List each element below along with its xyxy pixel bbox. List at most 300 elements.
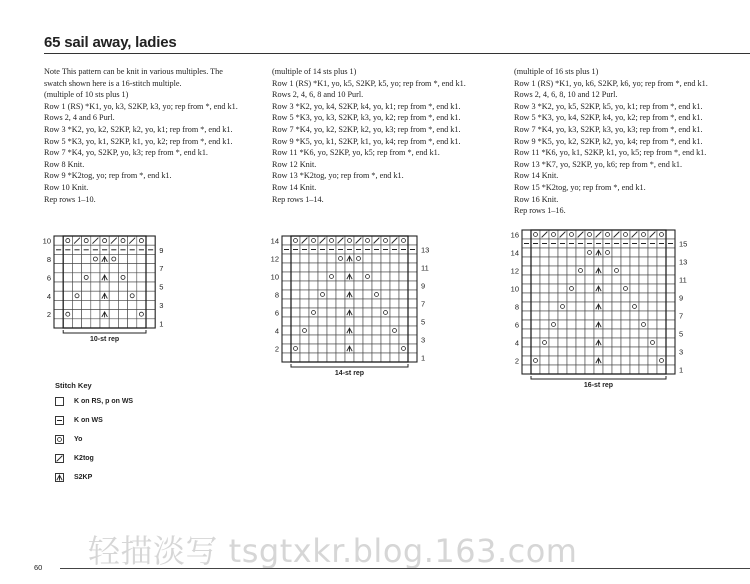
chart-cell <box>531 293 540 302</box>
stitch-key-label: K on WS <box>74 417 103 424</box>
instruction-line: Row 1 (RS) *K1, yo, k3, S2KP, k3, yo; rep from *, end k1. <box>44 101 238 111</box>
chart-cell <box>291 317 300 326</box>
instruction-line: Row 14 Knit. <box>272 182 317 192</box>
chart-cell <box>118 264 127 273</box>
instruction-line: Rep rows 1–10. <box>44 194 96 204</box>
chart-cell <box>282 272 291 281</box>
chart-cell <box>657 302 666 311</box>
chart-cell <box>118 310 127 319</box>
chart-14-st-rep <box>268 236 443 382</box>
chart-cell <box>639 338 648 347</box>
chart-cell <box>128 310 137 319</box>
chart-cell <box>309 281 318 290</box>
chart-cell <box>531 329 540 338</box>
chart-cell <box>630 320 639 329</box>
chart-cell <box>381 317 390 326</box>
chart-cell <box>137 282 146 291</box>
chart-cell <box>146 264 155 273</box>
chart-cell <box>128 291 137 300</box>
chart-cell <box>336 308 345 317</box>
chart-cell <box>630 365 639 374</box>
chart-cell <box>363 236 372 245</box>
chart-cell <box>82 254 91 263</box>
chart-cell <box>630 302 639 311</box>
chart-cell <box>408 353 417 362</box>
row-label: 4 <box>46 291 51 301</box>
chart-cell <box>639 275 648 284</box>
chart-cell <box>291 326 300 335</box>
chart-cell <box>576 311 585 320</box>
chart-cell <box>336 272 345 281</box>
chart-cell <box>576 275 585 284</box>
chart-cell <box>558 320 567 329</box>
chart-cell <box>327 263 336 272</box>
instruction-line: Row 8 Knit. <box>44 159 85 169</box>
chart-cell <box>576 266 585 275</box>
chart-cell <box>354 290 363 299</box>
chart-cell <box>63 264 72 273</box>
chart-cell <box>327 317 336 326</box>
chart-cell <box>363 353 372 362</box>
chart-cell <box>603 320 612 329</box>
chart-cell <box>621 248 630 257</box>
row-label: 2 <box>514 356 519 366</box>
chart-cell <box>363 254 372 263</box>
chart-cell <box>648 320 657 329</box>
chart-cell <box>318 281 327 290</box>
chart-cell <box>291 254 300 263</box>
chart-cell <box>282 263 291 272</box>
chart-cell <box>522 248 531 257</box>
chart-cell <box>408 263 417 272</box>
chart-cell <box>118 291 127 300</box>
chart-cell <box>540 347 549 356</box>
stitch-key-item <box>55 415 103 426</box>
chart-cell <box>291 353 300 362</box>
chart-cell <box>648 356 657 365</box>
chart-cell <box>327 254 336 263</box>
chart-cell <box>399 236 408 245</box>
chart-cell <box>666 275 675 284</box>
chart-cell <box>549 356 558 365</box>
chart-cell <box>540 365 549 374</box>
chart-cell <box>648 365 657 374</box>
chart-cell <box>576 293 585 302</box>
chart-cell <box>63 291 72 300</box>
stitch-key-item <box>55 396 133 407</box>
chart-cell <box>585 338 594 347</box>
chart-cell <box>372 344 381 353</box>
row-label: 9 <box>421 281 426 291</box>
chart-cell <box>291 263 300 272</box>
chart-cell <box>648 293 657 302</box>
chart-cell <box>345 353 354 362</box>
row-label: 8 <box>514 302 519 312</box>
chart-cell <box>612 284 621 293</box>
chart-cell <box>336 290 345 299</box>
chart-cell <box>630 329 639 338</box>
chart-cell <box>291 281 300 290</box>
chart-cell <box>540 320 549 329</box>
chart-cell <box>399 353 408 362</box>
chart-cell <box>336 335 345 344</box>
purl-dash-icon <box>55 416 64 425</box>
chart-cell <box>558 311 567 320</box>
chart-cell <box>118 273 127 282</box>
chart-cell <box>621 356 630 365</box>
chart-cell <box>118 236 127 245</box>
chart-cell <box>399 263 408 272</box>
chart-cell <box>318 326 327 335</box>
chart-cell <box>390 254 399 263</box>
chart-cell <box>399 299 408 308</box>
chart-cell <box>648 347 657 356</box>
row-label: 3 <box>421 335 426 345</box>
chart-cell <box>309 353 318 362</box>
chart-cell <box>54 319 63 328</box>
chart-cell <box>585 365 594 374</box>
chart-cell <box>630 248 639 257</box>
chart-cell <box>567 347 576 356</box>
chart-cell <box>363 290 372 299</box>
chart-cell <box>540 284 549 293</box>
chart-cell <box>666 329 675 338</box>
chart-cell <box>399 272 408 281</box>
instruction-line: Rep rows 1–16. <box>514 206 566 216</box>
chart-cell <box>630 266 639 275</box>
row-label: 3 <box>159 301 164 310</box>
chart-cell <box>63 282 72 291</box>
chart-cell <box>648 338 657 347</box>
chart-cell <box>336 317 345 326</box>
chart-cell <box>327 290 336 299</box>
chart-cell <box>91 273 100 282</box>
chart-cell <box>540 257 549 266</box>
chart-cell <box>567 293 576 302</box>
chart-cell <box>336 263 345 272</box>
chart-cell <box>128 300 137 309</box>
chart-cell <box>282 281 291 290</box>
stitch-key-label: K2tog <box>74 455 94 462</box>
chart-cell <box>300 344 309 353</box>
chart-cell <box>408 236 417 245</box>
chart-cell <box>558 356 567 365</box>
chart-cell <box>372 272 381 281</box>
chart-cell <box>282 335 291 344</box>
chart-cell <box>146 291 155 300</box>
chart-cell <box>522 329 531 338</box>
chart-cell <box>354 299 363 308</box>
chart-cell <box>585 230 594 239</box>
chart-cell <box>630 347 639 356</box>
chart-cell <box>63 300 72 309</box>
chart-cell <box>72 282 81 291</box>
chart-cell <box>621 257 630 266</box>
chart-cell <box>621 275 630 284</box>
chart-cell <box>585 329 594 338</box>
row-label: 7 <box>679 311 684 321</box>
chart-cell <box>372 281 381 290</box>
chart-cell <box>639 365 648 374</box>
stitch-key-label: Yo <box>74 436 83 443</box>
instruction-line: Rep rows 1–14. <box>272 194 324 204</box>
chart-cell <box>118 319 127 328</box>
chart-cell <box>630 338 639 347</box>
chart-cell <box>54 300 63 309</box>
chart-cell <box>648 248 657 257</box>
chart-cell <box>594 329 603 338</box>
chart-cell <box>603 284 612 293</box>
chart-cell <box>363 344 372 353</box>
stitch-key-label: K on RS, p on WS <box>74 398 134 405</box>
chart-cell <box>381 308 390 317</box>
instruction-line: Row 7 *K4, yo, k3, S2KP, k3, yo, k3; rep from *, end k1. <box>514 124 703 134</box>
chart-cell <box>531 356 540 365</box>
chart-cell <box>657 338 666 347</box>
instruction-line: Row 5 *K3, yo, k1, S2KP, k1, yo, k2; rep from *, end k1. <box>44 136 233 146</box>
chart-cell <box>345 281 354 290</box>
chart-cell <box>639 248 648 257</box>
chart-10-st-rep <box>40 236 175 346</box>
chart-cell <box>531 284 540 293</box>
instruction-line: Row 11 *K6, yo, k1, S2KP, k1, yo, k5; rep from *, end k1. <box>514 148 707 158</box>
chart-cell <box>399 254 408 263</box>
chart-cell <box>109 273 118 282</box>
chart-cell <box>585 257 594 266</box>
chart-cell <box>399 281 408 290</box>
chart-cell <box>531 275 540 284</box>
chart-cell <box>72 291 81 300</box>
chart-cell <box>381 353 390 362</box>
chart-cell <box>522 338 531 347</box>
chart-cell <box>657 347 666 356</box>
chart-cell <box>137 300 146 309</box>
chart-cell <box>666 284 675 293</box>
chart-cell <box>291 299 300 308</box>
chart-cell <box>345 299 354 308</box>
chart-cell <box>318 254 327 263</box>
chart-cell <box>318 290 327 299</box>
row-label: 16 <box>510 230 519 240</box>
chart-cell <box>291 335 300 344</box>
chart-cell <box>531 338 540 347</box>
chart-cell <box>531 266 540 275</box>
chart-cell <box>327 272 336 281</box>
chart-cell <box>576 248 585 257</box>
instruction-line: Rows 2, 4 and 6 Purl. <box>44 113 115 123</box>
chart-cell <box>381 344 390 353</box>
chart-cell <box>318 344 327 353</box>
chart-cell <box>576 338 585 347</box>
chart-cell <box>531 347 540 356</box>
chart-cell <box>612 338 621 347</box>
chart-cell <box>549 347 558 356</box>
chart-cell <box>91 264 100 273</box>
row-label: 10 <box>270 272 279 282</box>
row-label: 1 <box>679 365 684 375</box>
chart-cell <box>336 344 345 353</box>
chart-cell <box>549 266 558 275</box>
chart-cell <box>300 281 309 290</box>
chart-cell <box>109 254 118 263</box>
chart-cell <box>146 273 155 282</box>
chart-cell <box>549 230 558 239</box>
chart-cell <box>327 353 336 362</box>
chart-cell <box>372 335 381 344</box>
repeat-label: 10-st rep <box>90 336 120 343</box>
instruction-line: Note This pattern can be knit in various multiples. The <box>44 67 223 76</box>
chart-cell <box>540 275 549 284</box>
row-label: 9 <box>159 245 164 255</box>
row-label: 5 <box>679 329 684 339</box>
chart-cell <box>318 272 327 281</box>
chart-cell <box>282 326 291 335</box>
chart-grid <box>282 236 417 362</box>
chart-cell <box>621 284 630 293</box>
chart-cell <box>309 317 318 326</box>
repeat-bracket <box>291 364 408 367</box>
chart-cell <box>118 300 127 309</box>
chart-cell <box>82 264 91 273</box>
chart-cell <box>363 326 372 335</box>
chart-cell <box>381 263 390 272</box>
chart-cell <box>603 266 612 275</box>
chart-cell <box>657 257 666 266</box>
chart-cell <box>408 290 417 299</box>
chart-cell <box>657 320 666 329</box>
chart-cell <box>576 284 585 293</box>
chart-cell <box>567 230 576 239</box>
chart-cell <box>399 317 408 326</box>
chart-cell <box>54 273 63 282</box>
chart-cell <box>381 272 390 281</box>
pattern-instructions-3 <box>514 66 734 217</box>
instruction-line: Row 14 Knit. <box>514 171 559 181</box>
chart-cell <box>639 230 648 239</box>
chart-cell <box>567 248 576 257</box>
chart-cell <box>558 329 567 338</box>
chart-cell <box>72 300 81 309</box>
chart-cell <box>612 347 621 356</box>
chart-cell <box>82 236 91 245</box>
chart-cell <box>399 326 408 335</box>
row-label: 1 <box>421 353 426 363</box>
chart-cell <box>363 281 372 290</box>
chart-cell <box>639 320 648 329</box>
instruction-line: Rows 2, 4, 6, 8 and 10 Purl. <box>272 90 364 100</box>
stitch-key-label: S2KP <box>74 474 93 481</box>
chart-cell <box>639 257 648 266</box>
chart-cell <box>594 311 603 320</box>
chart-cell <box>408 326 417 335</box>
chart-cell <box>612 302 621 311</box>
chart-cell <box>109 291 118 300</box>
chart-cell <box>558 293 567 302</box>
chart-cell <box>336 281 345 290</box>
chart-cell <box>522 320 531 329</box>
chart-cell <box>522 365 531 374</box>
chart-cell <box>82 310 91 319</box>
chart-cell <box>318 299 327 308</box>
chart-cell <box>549 329 558 338</box>
chart-cell <box>63 236 72 245</box>
chart-cell <box>612 293 621 302</box>
chart-cell <box>630 293 639 302</box>
chart-cell <box>594 365 603 374</box>
chart-cell <box>128 273 137 282</box>
chart-cell <box>336 254 345 263</box>
chart-cell <box>408 317 417 326</box>
chart-cell <box>390 308 399 317</box>
chart-cell <box>408 281 417 290</box>
chart-cell <box>576 356 585 365</box>
pattern-instructions-1 <box>44 66 254 205</box>
chart-cell <box>390 281 399 290</box>
chart-cell <box>309 290 318 299</box>
row-label: 5 <box>159 282 164 292</box>
row-label: 10 <box>42 236 51 246</box>
chart-cell <box>540 311 549 320</box>
row-label: 2 <box>274 344 279 354</box>
chart-cell <box>100 319 109 328</box>
chart-cell <box>300 299 309 308</box>
chart-cell <box>531 311 540 320</box>
chart-cell <box>666 302 675 311</box>
chart-cell <box>381 281 390 290</box>
instruction-line: Row 9 *K2tog, yo; rep from *, end k1. <box>44 171 172 181</box>
chart-cell <box>363 272 372 281</box>
chart-cell <box>408 335 417 344</box>
chart-cell <box>657 356 666 365</box>
chart-cell <box>354 344 363 353</box>
instruction-line: Row 11 *K6, yo, S2KP, yo, k5; rep from *, end k1. <box>272 148 440 158</box>
yo-circle-icon <box>55 435 64 444</box>
footer-rule <box>60 568 750 569</box>
chart-cell <box>300 317 309 326</box>
row-label: 4 <box>514 338 519 348</box>
chart-cell <box>282 299 291 308</box>
chart-cell <box>612 320 621 329</box>
chart-cell <box>372 317 381 326</box>
chart-cell <box>390 290 399 299</box>
chart-cell <box>549 311 558 320</box>
instruction-line: Row 7 *K4, yo, S2KP, yo, k3; rep from *, end k1. <box>44 148 208 158</box>
chart-cell <box>567 329 576 338</box>
chart-cell <box>612 311 621 320</box>
chart-cell <box>567 257 576 266</box>
pattern-instructions-2 <box>272 66 487 205</box>
chart-cell <box>567 338 576 347</box>
chart-cell <box>336 353 345 362</box>
row-label: 12 <box>510 266 519 276</box>
chart-cell <box>327 236 336 245</box>
k2tog-slash-icon <box>55 454 64 463</box>
chart-cell <box>408 272 417 281</box>
instruction-line: Row 10 Knit. <box>44 182 89 192</box>
chart-cell <box>345 335 354 344</box>
chart-cell <box>309 299 318 308</box>
chart-cell <box>72 319 81 328</box>
chart-cell <box>657 311 666 320</box>
chart-cell <box>390 326 399 335</box>
chart-cell <box>309 236 318 245</box>
chart-cell <box>603 257 612 266</box>
chart-cell <box>354 272 363 281</box>
chart-cell <box>372 299 381 308</box>
chart-cell <box>585 293 594 302</box>
chart-cell <box>522 257 531 266</box>
chart-cell <box>549 302 558 311</box>
